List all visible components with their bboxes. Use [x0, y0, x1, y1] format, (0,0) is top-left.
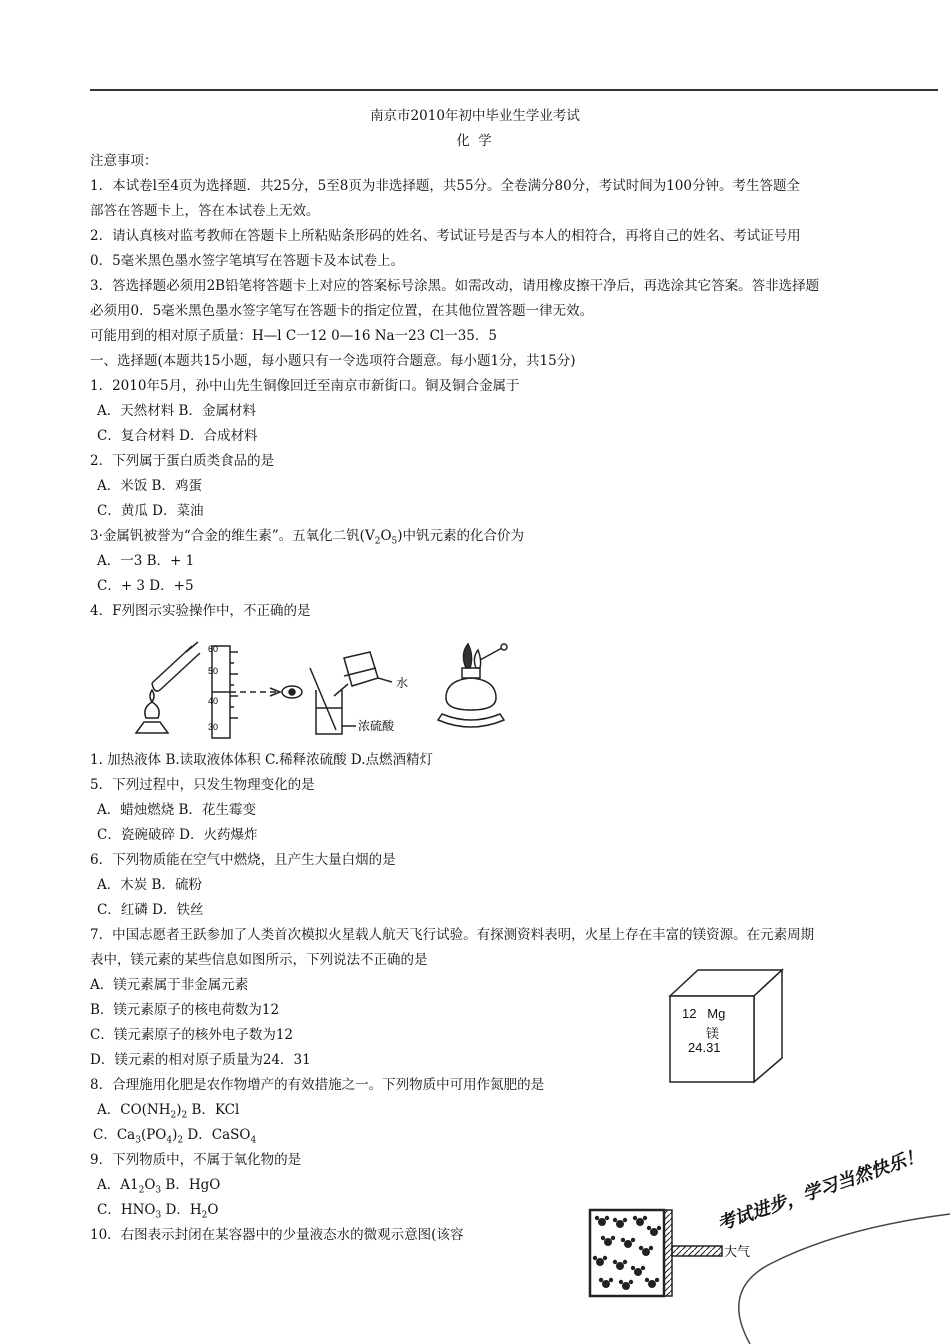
q1-options-row1: A．天然材料 B．金属材料	[97, 403, 256, 419]
q7-stem-b: 表中，镁元素的某些信息如图所示，下列说法不正确的是	[90, 952, 428, 968]
q5-stem: 5．下列过程中，只发生物理变化的是	[90, 777, 315, 793]
q5-options-row2: C．瓷碗破碎 D．火药爆炸	[97, 827, 258, 843]
q3-options-row1: A．一3 B．+ 1	[97, 553, 195, 569]
exam-title: 南京市2010年初中毕业生学业考试	[370, 108, 580, 124]
q2-options-row1: A．米饭 B．鸡蛋	[97, 478, 202, 494]
q4-experiment-figure	[130, 638, 530, 743]
q7-option-b: B．镁元素原子的核电荷数为12	[90, 1002, 280, 1018]
q6-options-row2: C．红磷 D．铁丝	[97, 902, 204, 918]
element-cube-illustration	[668, 968, 788, 1086]
scale-label-40: 40	[208, 696, 219, 706]
q2-options-row2: C．黄瓜 D．菜油	[97, 503, 204, 519]
q9-stem: 9．下列物质中，不属于氧化物的是	[90, 1152, 302, 1168]
notice-heading: 注意事项：	[90, 153, 158, 169]
exam-subject: 化 学	[456, 133, 494, 149]
element-mass: 24.31	[688, 1040, 721, 1055]
q8-options-row2: C．$Ca_3(PO_4)_2$ D．CaSO$_4$	[93, 1127, 257, 1146]
q8-stem: 8．合理施用化肥是农作物增产的有效措施之一。下列物质中可用作氮肥的是	[90, 1077, 545, 1093]
q9-options-row2: C．$HNO_3$ D．$H_2O$	[97, 1202, 219, 1221]
measuring-cylinder-illustration	[212, 646, 302, 738]
heating-liquid-illustration	[136, 642, 200, 733]
element-name: 镁	[706, 1026, 720, 1041]
q10-stem: 10．右图表示封闭在某容器中的少量液态水的微观示意图(该容	[90, 1227, 464, 1243]
water-molecules	[593, 1216, 661, 1290]
q8-options-row1: A．$CO(NH_2)_2$ B．KCl	[97, 1102, 240, 1121]
q3-options-row2: C．+ 3 D．+5	[97, 578, 194, 594]
q7-option-d: D．镁元素的相对原子质量为24．31	[90, 1052, 311, 1068]
q7-option-a: A．镁元素属于非金属元素	[90, 977, 249, 993]
notice-item-3b: 必须用0．5毫米黑色墨水签字笔写在答题卡的指定位置，在其他位置答题一律无效。	[90, 303, 594, 319]
q6-options-row1: A．木炭 B．硫粉	[97, 877, 202, 893]
section-heading: 一、选择题(本题共15小题，每小题只有一令选项符合题意。每小题1分，共15分)	[90, 353, 576, 369]
q6-stem: 6．下列物质能在空气中燃烧，且产生大量白烟的是	[90, 852, 396, 868]
atomic-mass-line: 可能用到的相对原子质量：H—l C一12 0—16 Na一23 Cl一35．5	[90, 328, 497, 344]
scale-label-50: 50	[208, 666, 219, 676]
q7-stem-a: 7．中国志愿者王跃参加了人类首次模拟火星载人航天飞行试验。有探测资料表明，火星上存在丰富的镁资源。在元素周期	[90, 927, 815, 943]
q5-options-row1: A．蜡烛燃烧 B．花生霉变	[97, 802, 256, 818]
alcohol-lamp-illustration	[438, 644, 507, 727]
water-label: 水	[396, 676, 409, 690]
notice-item-1b: 部答在答题卡上，答在本试卷上无效。	[90, 203, 320, 219]
slogan-text: 考试进步，学习当然快乐！	[714, 1144, 926, 1236]
q1-stem: 1．2010年5月，孙中山先生铜像回迁至南京市新街口。铜及铜合金属于	[90, 378, 520, 394]
element-number-symbol: 12 Mg	[682, 1006, 726, 1021]
notice-item-3a: 3．答选择题必须用2B铅笔将答题卡上对应的答案标号涂黑。如需改动，请用橡皮擦干净后，再选涂其它答案。答非选择题	[90, 278, 820, 294]
q7-option-c: C．镁元素原子的核外电子数为12	[90, 1027, 294, 1043]
scale-label-60: 60	[208, 644, 219, 654]
q3-stem: 3·金属钒被誉为“合金的维生素”。五氧化二钒$(V_2O_5)$中钒元素的化合价为	[90, 528, 525, 547]
q1-options-row2: C．复合材料 D．合成材料	[97, 428, 258, 444]
notice-item-2a: 2．请认真核对监考教师在答题卡上所粘贴条形码的姓名、考试证号是否与本人的相符合，再将自己的姓名、考试证号用	[90, 228, 801, 244]
notice-item-2b: 0．5毫米黑色墨水签字笔填写在答题卡及本试卷上。	[90, 253, 405, 269]
scale-label-30: 30	[208, 722, 219, 732]
acid-label: 浓硫酸	[358, 719, 395, 733]
q4-stem: 4．F列图示实验操作中，不正确的是	[90, 603, 311, 619]
atmosphere-label: 大气	[724, 1245, 751, 1260]
q4-options: 1. 加热液体 B.读取液体体积 C.稀释浓硫酸 D.点燃酒精灯	[90, 752, 434, 768]
q9-options-row1: A．$A1_2O_3$ B．HgO	[97, 1177, 221, 1196]
magnesium-element-card	[668, 968, 788, 1090]
notice-item-1a: 1．本试卷l至4页为选择题．共25分，5至8页为非选择题，共55分。全卷满分80分，考试时间为100分钟。考生答题全	[90, 178, 800, 194]
q2-stem: 2．下列属于蛋白质类食品的是	[90, 453, 275, 469]
header-rule	[90, 89, 938, 91]
